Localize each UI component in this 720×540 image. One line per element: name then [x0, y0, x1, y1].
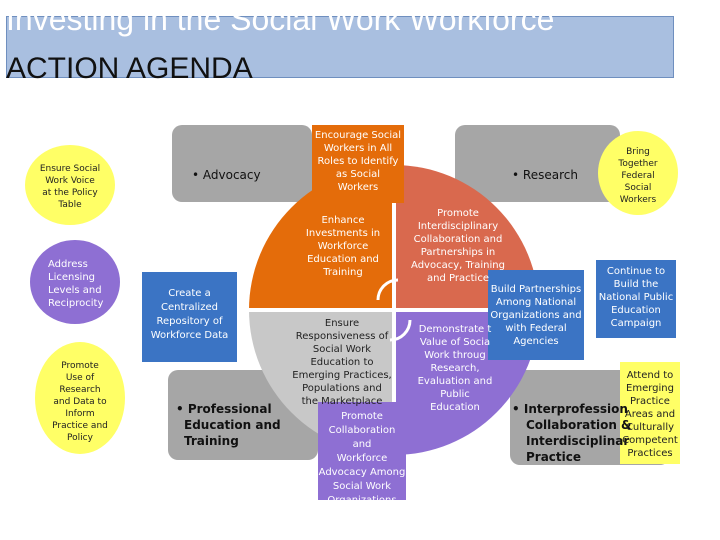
text-demonstrate: Demonstrate t Value of Socia Work throug Research, Evaluation and Public Education: [417, 324, 493, 413]
label-interprof-2: Collaboration &: [526, 418, 632, 432]
label-education-3: Training: [184, 434, 239, 448]
label-research: • Research: [512, 168, 578, 182]
text-enhance: Enhance Investments in Workforce Education and Training: [305, 215, 381, 278]
text-continue: Continue to Build the National Public Education Campaign: [598, 266, 674, 329]
text-ensure: Ensure Responsiveness of Social Work Education to Emerging Practices, Populations and the Marketplace: [292, 318, 392, 407]
text-bring-together: Bring Together Federal Social Workers: [618, 147, 658, 205]
label-education-1: • Professional: [176, 402, 272, 416]
text-partnerships: Build Partnerships Among National Organizations and with Federal Agencies: [490, 284, 582, 347]
label-interprof-3: Interdisciplinar: [526, 434, 630, 448]
text-centralized: Create a Centralized Repository of Workforce Data: [150, 288, 229, 341]
label-advocacy: • Advocacy: [192, 168, 261, 182]
title-line-1: Investing in the Social Work Workforce: [6, 1, 555, 37]
label-interprof-1: • Interprofession: [512, 402, 628, 416]
text-promote-data: Promote Use of Research and Data to Inform Practice and Policy: [52, 361, 108, 443]
label-interprof-4: Practice: [526, 450, 582, 464]
label-education-2: Education and: [184, 418, 281, 432]
quadrant-research-box: [455, 125, 620, 202]
text-address-licensing: Address Licensing Levels and Reciprocity: [48, 259, 104, 309]
text-encourage: Encourage Social Workers in All Roles to Identify as Social Workers: [314, 130, 402, 193]
text-attend: Attend to Emerging Practice Areas and Culturally Competent Practices: [622, 370, 678, 459]
quadrant-advocacy-box: [172, 125, 312, 202]
text-promote-interdisciplinary: Promote Interdisciplinary Collaboration and Partnerships in Advocacy, Training and Practice: [411, 208, 505, 284]
title-line-2: ACTION AGENDA: [6, 52, 253, 85]
text-ensure-voice: Ensure Social Work Voice at the Policy Table: [39, 164, 101, 210]
text-promote-collab: Promote Collaboration and Workforce Advocacy Among Social Work Organizations: [318, 411, 406, 506]
